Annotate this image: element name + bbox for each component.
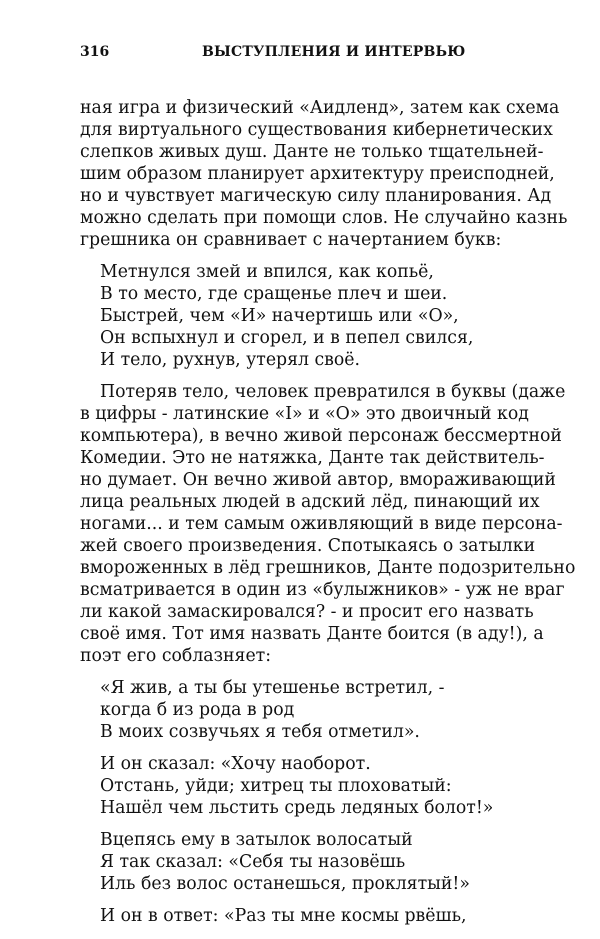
text-line: жей своего произведения. Спотыкаясь о затылки	[80, 536, 536, 556]
text-line: ная игра и физический «Аидленд», затем как схема	[80, 98, 560, 118]
verse-line: Он вспыхнул и сгорел, и в пепел свился,	[100, 328, 474, 348]
verse-line: И тело, рухнув, утерял своё.	[100, 350, 361, 370]
text-line: вмороженных в лёд грешников, Данте подозрительно	[80, 558, 576, 578]
page-number: 316	[80, 44, 110, 60]
spacer	[80, 371, 520, 381]
text-line: поэт его соблазняет:	[80, 646, 272, 666]
verse-line: И он сказал: «Хочу наоборот.	[100, 754, 371, 774]
verse-line: Отстань, уйди; хитрец ты плоховатый:	[100, 776, 452, 796]
verse-line: «Я жив, а ты бы утешенье встретил, -	[100, 678, 445, 698]
text-line: грешника он сравнивает с начертанием букв:	[80, 230, 502, 250]
text-line: своё имя. Тот имя назвать Данте боится (в аду!), а	[80, 624, 544, 644]
text-line: компьютера), в вечно живой персонаж бессмертной	[80, 426, 562, 446]
verse-line: Нашёл чем льстить средь ледяных болот!»	[100, 798, 494, 818]
verse-line: Вцепясь ему в затылок волосатый	[100, 830, 413, 850]
paragraph-1	[80, 97, 568, 251]
verse-1	[100, 261, 520, 371]
text-line: в цифры - латинские «I» и «О» это двоичный код	[80, 404, 529, 424]
verse-line: И он в ответ: «Раз ты мне космы рвёшь,	[100, 906, 467, 926]
running-head: ВЫСТУПЛЕНИЯ И ИНТЕРВЬЮ	[202, 44, 466, 60]
text-line: Комедии. Это не натяжка, Данте так действитель-	[80, 448, 545, 468]
text-line: лица реальных людей в адский лёд, пинающий их	[80, 492, 540, 512]
verse-line: Я так сказал: «Себя ты назовёшь	[100, 852, 406, 872]
verse-4	[100, 829, 520, 895]
verse-line: Иль без волос останешься, проклятый!»	[100, 874, 470, 894]
paragraph-2	[80, 381, 576, 667]
verse-line: когда б из рода в род	[100, 700, 295, 720]
text-line: ли какой замаскировался? - и просит его назвать	[80, 602, 534, 622]
text-line: но и чувствует магическую силу планирования. Ад	[80, 186, 552, 206]
page-body	[80, 97, 576, 927]
verse-line: В то место, где сращенье плеч и шеи.	[100, 284, 448, 304]
verse-line: В моих созвучьях я тебя отметил».	[100, 722, 420, 742]
text-line: можно сделать при помощи слов. Не случайно казнь	[80, 208, 568, 228]
text-line: шим образом планирует архитектуру преисподней,	[80, 164, 555, 184]
verse-line: Быстрей, чем «И» начертишь или «О»,	[100, 306, 459, 326]
text-line: слепков живых душ. Данте не только тщательней-	[80, 142, 544, 162]
page-header	[80, 44, 520, 66]
text-line: всматривается в один из «булыжников» - уж не враг	[80, 580, 565, 600]
text-line: но думает. Он вечно живой автор, вмораживающий	[80, 470, 556, 490]
verse-3	[100, 753, 520, 819]
text-line: Потеряв тело, человек превратился в буквы (даже	[100, 382, 566, 402]
verse-line: Метнулся змей и впился, как копьё,	[100, 262, 434, 282]
verse-2	[100, 677, 520, 743]
verse-5	[100, 905, 520, 927]
text-line: для виртуального существования кибернетических	[80, 120, 553, 140]
text-line: ногами... и тем самым оживляющий в виде персона-	[80, 514, 563, 534]
